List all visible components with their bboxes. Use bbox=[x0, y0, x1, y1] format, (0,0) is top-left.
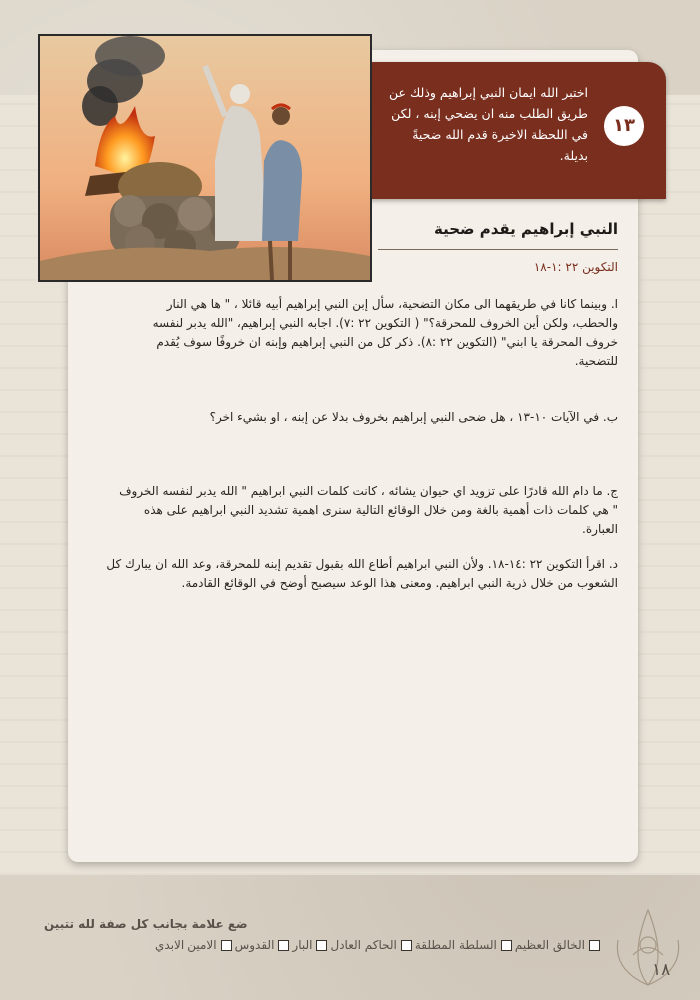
checkbox-icon[interactable] bbox=[401, 940, 412, 951]
trait-item[interactable] bbox=[155, 938, 184, 952]
trait-label: القدوس bbox=[234, 938, 275, 952]
section-title: النبي إبراهيم يقدم ضحية bbox=[433, 220, 618, 238]
question-c: ج. ما دام الله قادرًا على تزويد اي حيوان يشائه ، كانت كلمات النبي ابراهيم " الله يدبر لنفسه الخروف " هي كلمات ذات أهمية بالغة ومن خلال الوقائع التالية سنرى اهمية تشديد النبي ابراهيم على هذه العبارة. bbox=[119, 484, 618, 536]
checkbox-icon[interactable] bbox=[221, 940, 232, 951]
checkbox-icon[interactable] bbox=[589, 940, 600, 951]
question-d: د. اقرأ التكوين ٢٢ :١٤-١٨. ولأن النبي ابراهيم أطاع الله بقبول تقديم إبنه للمحرقة، وعد الله ان يبارك كل الشعوب من خلال ذرية النبي ابراهيم. ومعنى هذا الوعد سيصبح أوضح في الوقائع القادمة. bbox=[106, 557, 618, 590]
page-number: ١٨ bbox=[652, 960, 671, 980]
trait-item[interactable] bbox=[330, 938, 411, 952]
lesson-number-badge: ١٣ bbox=[604, 106, 644, 146]
ornament-icon bbox=[608, 900, 688, 990]
question-b: ب. في الآيات ١٠-١٣ ، هل ضحى النبي إبراهيم بخروف بدلا عن إبنه ، او بشيء اخر؟ bbox=[209, 410, 618, 424]
trait-item[interactable] bbox=[415, 938, 512, 952]
trait-item[interactable] bbox=[235, 938, 290, 952]
trait-label: الابدي bbox=[155, 938, 185, 952]
scripture-reference: التكوين ٢٢ :١-١٨ bbox=[533, 260, 618, 274]
lesson-summary: اختبر الله ايمان النبي إبراهيم وذلك عن طريق الطلب منه ان يضحي إبنه ، لكن في اللحظة الاخيرة قدم الله ضحيةً بديلة. bbox=[389, 85, 588, 163]
trait-label: الخالق العظيم bbox=[514, 938, 585, 952]
trait-item[interactable] bbox=[187, 938, 231, 952]
trait-item[interactable] bbox=[515, 938, 600, 952]
checkbox-icon[interactable] bbox=[316, 940, 327, 951]
sacrifice-illustration bbox=[38, 34, 372, 282]
footer-instruction: ضع علامة بجانب كل صفة لله تتبين bbox=[44, 917, 248, 931]
lesson-banner bbox=[368, 62, 666, 199]
question-a: ا. وبينما كانا في طريقهما الى مكان التضحية، سأل إبن النبي إبراهيم أبيه قائلا ، " ها هي النار والحطب، ولكن أين الخروف للمحرقة؟" ( التكوين ٢٢ :٧). اجابه النبي إبراهيم، "الله يدبر لنفسه خروف المحرقة يا ابني" (التكوين ٢٢ :٨). ذكر كل من النبي إبراهيم وإبنه ان خروفًا سوف يُقدم للتضحية. bbox=[152, 297, 618, 368]
checkbox-icon[interactable] bbox=[278, 940, 289, 951]
checkbox-icon[interactable] bbox=[501, 940, 512, 951]
title-divider bbox=[378, 249, 618, 250]
trait-checklist bbox=[40, 938, 600, 952]
trait-label: الحاكم العادل bbox=[330, 938, 397, 952]
trait-label: السلطة المطلقة bbox=[414, 938, 497, 952]
trait-label: الامين bbox=[187, 938, 217, 952]
trait-label: البار bbox=[292, 938, 313, 952]
trait-item[interactable] bbox=[292, 938, 327, 952]
